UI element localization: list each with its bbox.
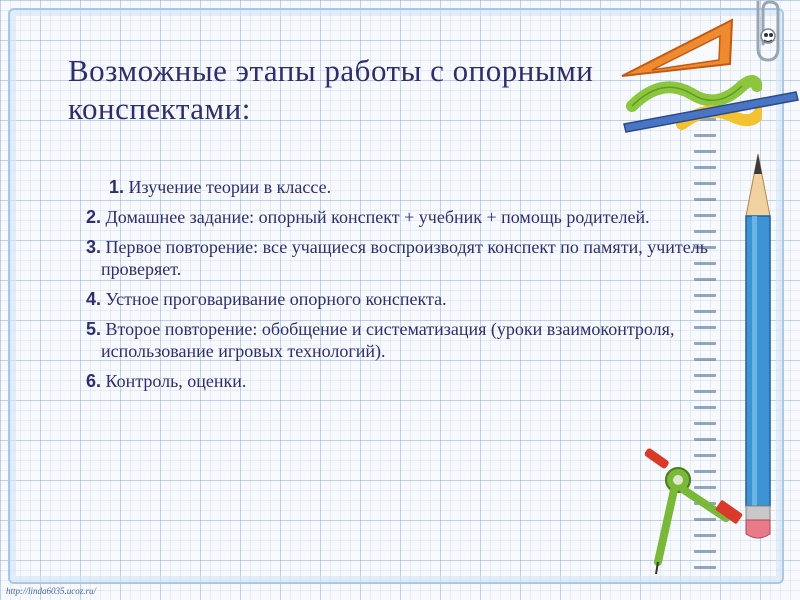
item-number: 4. [86, 289, 102, 309]
ruler-tick [694, 406, 716, 409]
item-text: Домашнее задание: опорный конспект + учебник + помощь родителей. [101, 207, 650, 227]
list-item [86, 206, 716, 228]
list-item [86, 318, 716, 362]
item-text: Первое повторение: все учащиеся воспроизводят конспект по памяти, учитель проверяет. [101, 237, 708, 279]
item-number: 6. [86, 371, 102, 391]
list-item [86, 176, 716, 198]
item-number: 3. [86, 237, 102, 257]
item-number: 2. [86, 207, 102, 227]
list-item [86, 236, 716, 280]
item-number: 1. [109, 177, 125, 197]
title-line-2: конспектами: [68, 91, 251, 126]
item-number: 5. [86, 319, 102, 339]
item-text: Контроль, оценки. [101, 371, 247, 391]
title-line-1: Возможные этапы работы с опорными [68, 53, 594, 88]
ruler-tick [694, 150, 716, 153]
ruler-tick [694, 166, 716, 169]
list-item [86, 370, 716, 392]
item-text: Устное проговаривание опорного конспекта. [101, 289, 447, 309]
slide-title [68, 52, 688, 128]
compass-icon [630, 440, 750, 580]
stages-list [86, 176, 716, 400]
ruler-tick [694, 422, 716, 425]
item-text: Второе повторение: обобщение и систематизация (уроки взаимоконтроля, использование игровых технологий). [101, 319, 675, 361]
item-text: Изучение теории в классе. [124, 177, 332, 197]
list-item [86, 288, 716, 310]
footer-link[interactable]: http://linda6035.ucoz.ru/ [6, 586, 96, 596]
